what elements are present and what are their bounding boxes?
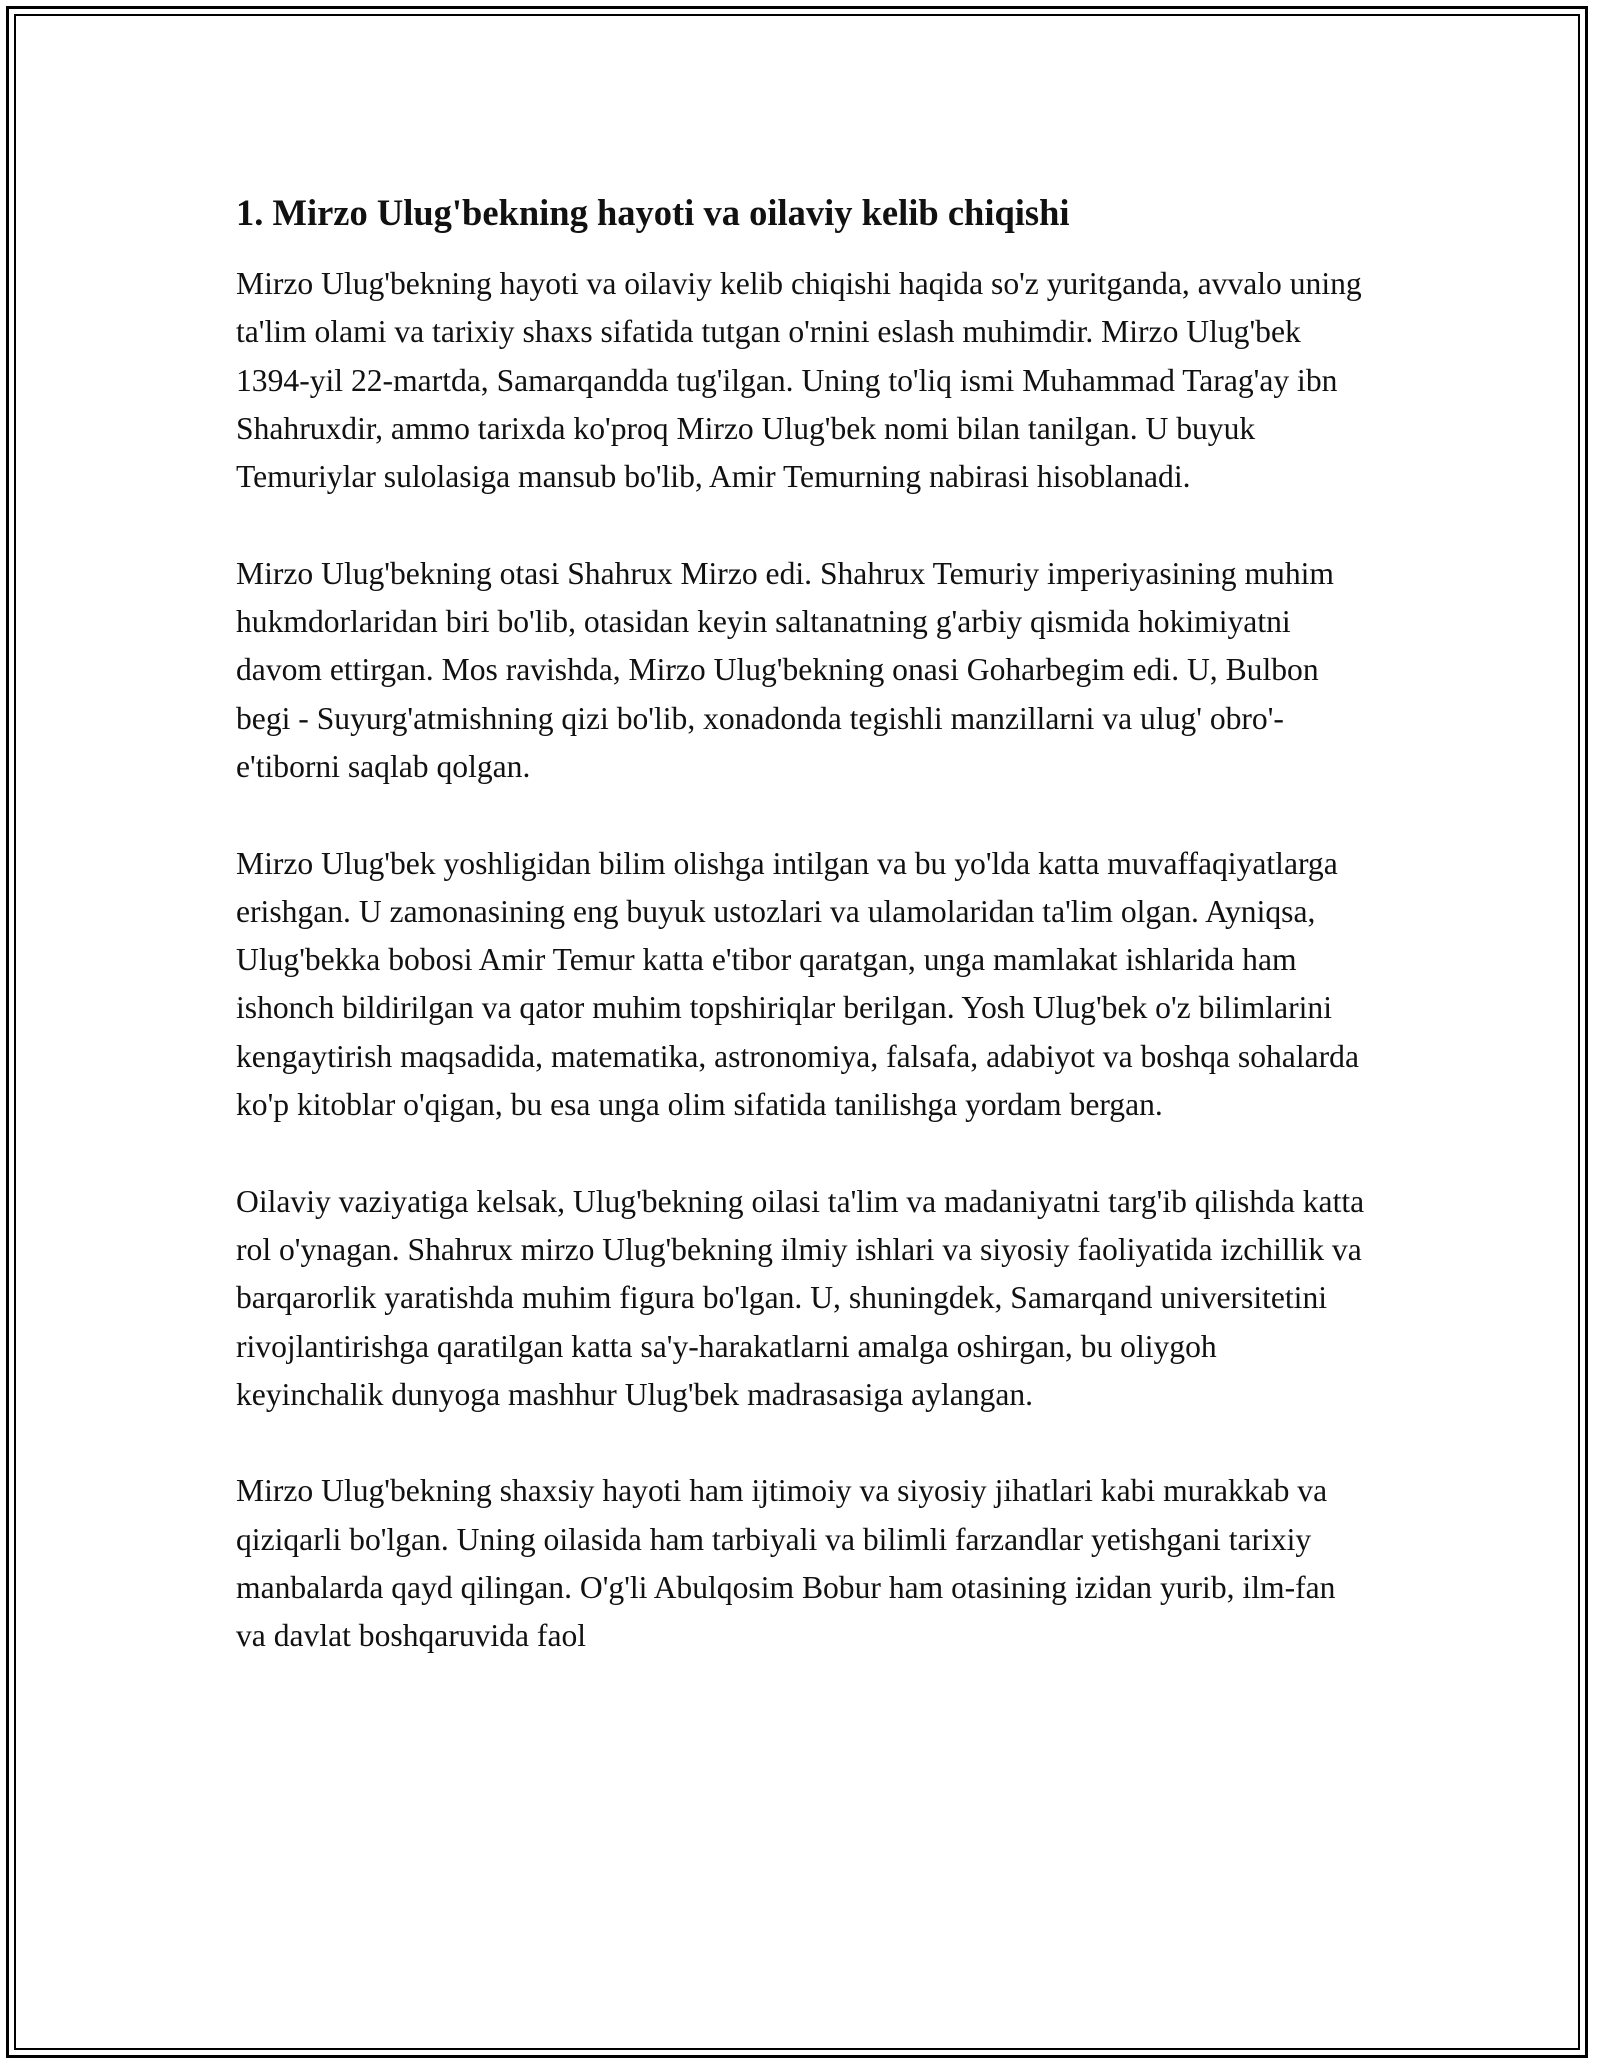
- paragraph-personal-life: Mirzo Ulug'bekning shaxsiy hayoti ham ijtimoiy va siyosiy jihatlari kabi murakkab va qiziqarli bo'lgan. Uning oilasida ham tarbiyali va bilimli farzandlar yetishgani tarixiy manbalarda qayd qilingan. O'g'li Abulqosim Bobur ham otasining izidan yurib, ilm-fan va davlat boshqaruvida faol: [236, 1473, 1336, 1654]
- document-body: [236, 186, 1366, 1709]
- section-heading: 1. Mirzo Ulug'bekning hayoti va oilaviy kelib chiqishi: [236, 192, 1070, 233]
- paragraph-parents: Mirzo Ulug'bekning otasi Shahrux Mirzo edi. Shahrux Temuriy imperiyasining muhim hukmdorlaridan biri bo'lib, otasidan keyin saltanatning g'arbiy qismida hokimiyatni davom ettirgan. Mos ravishda, Mirzo Ulug'bekning onasi Goharbegim edi. U, Bulbon begi - Suyurg'atmishning qizi bo'lib, xonadonda tegishli manzillarni va ulug' obro'-e'tiborni saqlab qolgan.: [236, 555, 1335, 784]
- paragraph-birth: Mirzo Ulug'bekning hayoti va oilaviy kelib chiqishi haqida so'z yuritganda, avvalo uning ta'lim olami va tarixiy shaxs sifatida tutgan o'rnini eslash muhimdir. Mirzo Ulug'bek 1394-yil 22-martda, Samarqandda tug'ilgan. Uning to'liq ismi Muhammad Tarag'ay ibn Shahruxdir, ammo tarixda ko'proq Mirzo Ulug'bek nomi bilan tanilgan. U buyuk Temuriylar sulolasiga mansub bo'lib, Amir Temurning nabirasi hisoblanadi.: [236, 266, 1362, 495]
- paragraph-family-situation: Oilaviy vaziyatiga kelsak, Ulug'bekning oilasi ta'lim va madaniyatni targ'ib qilishda katta rol o'ynagan. Shahrux mirzo Ulug'bekning ilmiy ishlari va siyosiy faoliyatida izchillik va barqarorlik yaratishda muhim figura bo'lgan. U, shuningdek, Samarqand universitetini rivojlantirishga qaratilgan katta sa'y-harakatlarni amalga oshirgan, bu oliygoh keyinchalik dunyoga mashhur Ulug'bek madrasasiga aylangan.: [236, 1183, 1365, 1412]
- paragraph-education: Mirzo Ulug'bek yoshligidan bilim olishga intilgan va bu yo'lda katta muvaffaqiyatlarga erishgan. U zamonasining eng buyuk ustozlari va ulamolaridan ta'lim olgan. Ayniqsa, Ulug'bekka bobosi Amir Temur katta e'tibor qaratgan, unga mamlakat ishlarida ham ishonch bildirilgan va qator muhim topshiriqlar berilgan. Yosh Ulug'bek o'z bilimlarini kengaytirish maqsadida, matematika, astronomiya, falsafa, adabiyot va boshqa sohalarda ko'p kitoblar o'qigan, bu esa unga olim sifatida tanilishga yordam bergan.: [236, 845, 1359, 1123]
